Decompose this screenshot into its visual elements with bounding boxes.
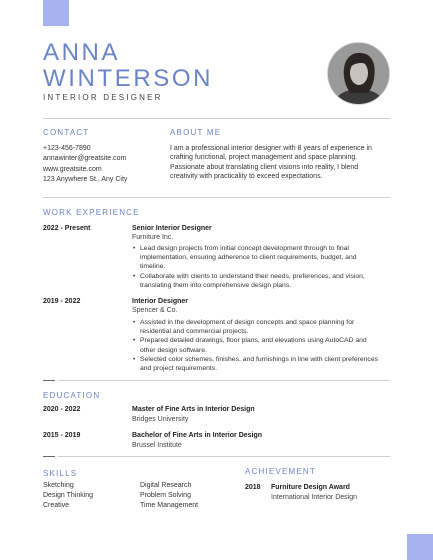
divider bbox=[58, 456, 390, 457]
edu-school: Bridges University bbox=[132, 416, 189, 423]
bullet-item: • Selected color schemes, finishes, and furnishings in line with client preferences and project requirements. bbox=[140, 355, 380, 373]
job-dates: 2022 - Present bbox=[43, 225, 91, 232]
divider bbox=[58, 380, 390, 381]
contact-heading: CONTACT bbox=[43, 128, 90, 137]
name-first: ANNA bbox=[43, 39, 121, 66]
accent-block-top bbox=[43, 0, 69, 26]
contact-email: annawinter@greatsite.com bbox=[43, 155, 127, 162]
bullet-item: • Prepared detailed drawings, floor plans, and elevations using AutoCAD and other design software. bbox=[140, 336, 380, 354]
job-dates: 2019 - 2022 bbox=[43, 298, 81, 305]
name-last: WINTERSON bbox=[43, 65, 214, 92]
job-bullets bbox=[140, 244, 380, 290]
achievement-heading: ACHIEVEMENT bbox=[245, 467, 316, 476]
edu-degree: Master of Fine Arts in Interior Design bbox=[132, 406, 255, 413]
job-company: Furniture Inc. bbox=[132, 234, 174, 241]
bullet-item: • Lead design projects from initial concept development through to final implementation, ensuring adherence to client requirements, budget, and timeline. bbox=[140, 244, 380, 272]
divider bbox=[43, 197, 390, 198]
skill-item: Creative bbox=[43, 502, 70, 509]
skill-item: Time Management bbox=[140, 502, 199, 509]
bullet-item: • Collaborate with clients to understand their needs, preferences, and vision, translating them into comprehensive design plans. bbox=[140, 272, 380, 290]
skill-item: Design Thinking bbox=[43, 492, 94, 499]
skill-item: Problem Solving bbox=[140, 492, 191, 499]
skill-item: Sketching bbox=[43, 482, 74, 489]
about-text: I am a professional interior designer with 8 years of experience in crafting functional, project management and space planning. Passionate about translating client visions into reality, I blend creativity with practicality to exceed expectations. bbox=[170, 145, 372, 180]
skills-heading: SKILLS bbox=[43, 469, 78, 478]
divider bbox=[43, 118, 390, 119]
profile-photo bbox=[327, 42, 390, 105]
job-title-header: INTERIOR DESIGNER bbox=[43, 93, 163, 102]
job-bullets bbox=[140, 318, 380, 373]
person-name bbox=[43, 40, 213, 92]
achievement-year: 2018 bbox=[245, 484, 261, 491]
edu-dates: 2020 - 2022 bbox=[43, 406, 81, 413]
portrait-image bbox=[328, 43, 390, 105]
contact-website: www.greatsite.com bbox=[43, 166, 102, 173]
bullet-item: • Assisted in the development of design concepts and space planning for residential and commercial projects. bbox=[140, 318, 380, 336]
edu-degree: Bachelor of Fine Arts in Interior Design bbox=[132, 432, 263, 439]
education-heading: EDUCATION bbox=[43, 391, 101, 400]
experience-heading: WORK EXPERIENCE bbox=[43, 208, 140, 217]
job-title: Interior Designer bbox=[132, 298, 189, 305]
accent-block-bottom bbox=[407, 534, 433, 560]
skill-item: Digital Research bbox=[140, 482, 192, 489]
achievement-org: International Interior Design bbox=[271, 494, 357, 501]
achievement-title: Furniture Design Award bbox=[271, 484, 350, 491]
divider-mark bbox=[43, 456, 55, 457]
edu-school: Brussel Institute bbox=[132, 442, 182, 449]
about-heading: ABOUT ME bbox=[170, 128, 222, 137]
contact-phone: +123-456-7890 bbox=[43, 145, 91, 152]
job-company: Spencer & Co. bbox=[132, 307, 178, 314]
contact-address: 123 Anywhere St., Any City bbox=[43, 176, 128, 183]
edu-dates: 2015 - 2019 bbox=[43, 432, 81, 439]
job-title: Senior Interior Designer bbox=[132, 225, 212, 232]
divider-mark bbox=[43, 380, 55, 381]
